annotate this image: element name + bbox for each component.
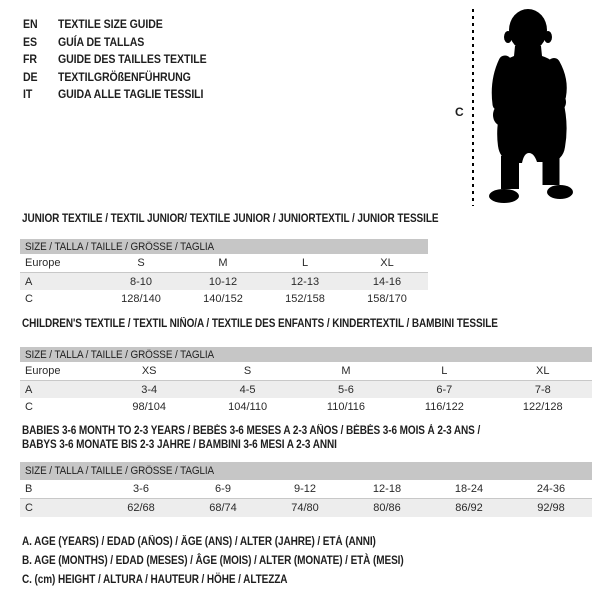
junior-size-table xyxy=(20,239,428,308)
height-measure-dotted-line xyxy=(472,9,474,206)
babies-size-table xyxy=(20,462,592,517)
footnote-list xyxy=(22,533,404,590)
row-label: A xyxy=(20,381,100,399)
size-cell: 68/74 xyxy=(182,499,264,518)
table-row-a xyxy=(20,273,428,291)
size-cell: XL xyxy=(494,362,592,381)
size-cell: 12-18 xyxy=(346,480,428,499)
table-row-b xyxy=(20,480,592,499)
language-row-en xyxy=(23,17,207,35)
language-row-es xyxy=(23,35,207,53)
size-cell: L xyxy=(264,254,346,273)
size-header-bar xyxy=(20,347,592,362)
size-cell: 128/140 xyxy=(121,293,161,305)
guide-title: TEXTILE SIZE GUIDE xyxy=(57,19,163,31)
size-cell: XS xyxy=(100,362,198,381)
size-cell: 6-9 xyxy=(182,480,264,499)
size-cell: 104/110 xyxy=(228,401,268,413)
size-cell: 7-8 xyxy=(494,381,592,399)
size-cell: 98/104 xyxy=(132,401,167,413)
size-cell: 4-5 xyxy=(198,381,296,399)
children-table-title: CHILDREN'S TEXTILE / TEXTIL NIÑO/A / TEXTILE DES ENFANTS / KINDERTEXTIL / BAMBINI TESSILE xyxy=(22,318,498,330)
language-code: ES xyxy=(23,36,37,49)
table-row-a xyxy=(20,381,592,399)
size-cell: S xyxy=(100,254,182,273)
size-cell: 110/116 xyxy=(326,401,366,413)
baby-silhouette xyxy=(481,6,577,206)
row-label: Europe xyxy=(20,362,100,381)
table-row-c xyxy=(20,290,428,308)
size-cell: 122/128 xyxy=(522,401,563,413)
size-cell: 74/80 xyxy=(264,499,346,518)
language-row-de xyxy=(23,70,207,88)
babies-table-title-line2: BABYS 3-6 MONATE BIS 2-3 JAHRE / BAMBINI 3-6 MESI A 2-3 ANNI xyxy=(22,439,337,451)
table-row-c xyxy=(20,499,592,518)
size-cell: 5-6 xyxy=(297,381,395,399)
language-code: DE xyxy=(23,71,38,84)
row-label: C xyxy=(25,401,33,413)
row-label: B xyxy=(20,480,100,499)
size-header-text: SIZE / TALLA / TAILLE / GRÖSSE / TAGLIA xyxy=(25,240,215,253)
size-cell: 24-36 xyxy=(510,480,592,499)
size-cell: M xyxy=(182,254,264,273)
size-header-row xyxy=(20,347,592,362)
row-label: C xyxy=(25,293,33,305)
footnote-b: B. AGE (MONTHS) / EDAD (MESES) / ÂGE (MOIS) / ALTER (MONATE) / ETÀ (MESI) xyxy=(22,555,404,567)
size-header-text: SIZE / TALLA / TAILLE / GRÖSSE / TAGLIA xyxy=(25,465,215,477)
guide-title: GUÍA DE TALLAS xyxy=(57,36,145,49)
size-cell: 3-6 xyxy=(100,480,182,499)
junior-table-title: JUNIOR TEXTILE / TEXTIL JUNIOR/ TEXTILE JUNIOR / JUNIORTEXTIL / JUNIOR TESSILE xyxy=(22,213,439,225)
size-cell: L xyxy=(395,362,493,381)
size-cell: 14-16 xyxy=(346,273,428,291)
table-row-europe xyxy=(20,254,428,273)
size-header-text: SIZE / TALLA / TAILLE / GRÖSSE / TAGLIA xyxy=(25,348,215,361)
language-title-list xyxy=(23,17,207,105)
size-cell: 140/152 xyxy=(203,293,243,305)
language-code: FR xyxy=(23,54,37,66)
babies-table-title xyxy=(22,424,549,452)
row-label: C xyxy=(20,499,100,518)
table-row-c xyxy=(20,398,592,416)
size-cell: 116/122 xyxy=(424,401,464,413)
size-cell: 158/170 xyxy=(367,293,407,305)
size-header-bar xyxy=(20,462,592,480)
size-cell: 8-10 xyxy=(100,273,182,291)
guide-title: GUIDE DES TAILLES TEXTILE xyxy=(57,54,207,66)
language-code: EN xyxy=(23,19,38,31)
size-cell: S xyxy=(198,362,296,381)
children-size-table xyxy=(20,347,592,416)
size-cell: 9-12 xyxy=(264,480,346,499)
size-cell: 152/158 xyxy=(285,293,325,305)
size-cell: 6-7 xyxy=(395,381,493,399)
height-label-c: C xyxy=(455,105,464,119)
size-header-bar xyxy=(20,239,428,254)
language-code: IT xyxy=(23,89,33,101)
row-label: A xyxy=(20,273,100,291)
size-cell: XL xyxy=(346,254,428,273)
language-row-fr xyxy=(23,52,207,70)
footnote-a: A. AGE (YEARS) / EDAD (AÑOS) / ÂGE (ANS) / ALTER (JAHRE) / ETÀ (ANNI) xyxy=(22,536,376,548)
guide-title: TEXTILGRÖßENFÜHRUNG xyxy=(57,71,191,84)
guide-title: GUIDA ALLE TAGLIE TESSILI xyxy=(57,89,204,101)
size-cell: 86/92 xyxy=(428,499,510,518)
size-cell: 18-24 xyxy=(428,480,510,499)
size-header-row xyxy=(20,462,592,480)
table-row-europe xyxy=(20,362,592,381)
language-row-it xyxy=(23,87,207,105)
row-label: Europe xyxy=(20,254,100,273)
size-cell: M xyxy=(297,362,395,381)
size-header-row xyxy=(20,239,428,254)
babies-table-title-line1: BABIES 3-6 MONTH TO 2-3 YEARS / BEBÉS 3-6 MESES A 2-3 AÑOS / BÉBÉS 3-6 MOIS À 2-3 ANS / xyxy=(22,425,481,437)
size-cell: 12-13 xyxy=(264,273,346,291)
footnote-c: C. (cm) HEIGHT / ALTURA / HAUTEUR / HÖHE / ALTEZZA xyxy=(22,574,288,586)
size-cell: 3-4 xyxy=(100,381,198,399)
size-cell: 62/68 xyxy=(100,499,182,518)
size-cell: 92/98 xyxy=(510,499,592,518)
size-cell: 10-12 xyxy=(182,273,264,291)
size-cell: 80/86 xyxy=(346,499,428,518)
